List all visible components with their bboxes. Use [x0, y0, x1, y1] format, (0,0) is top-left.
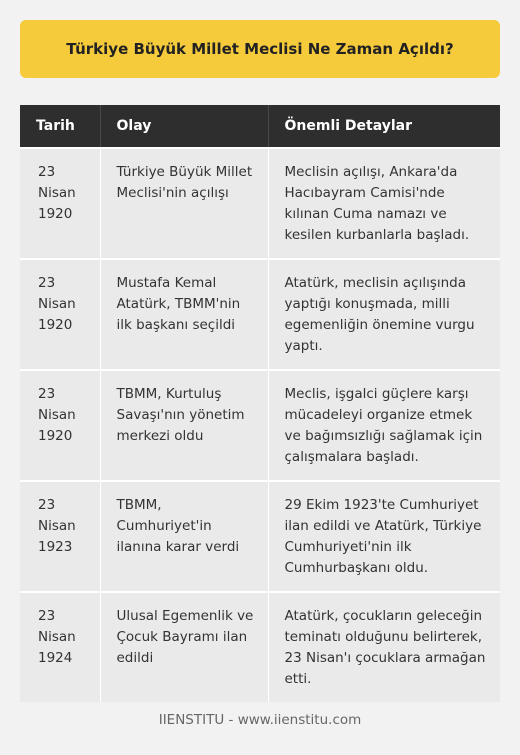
date-day: 23 — [38, 164, 56, 180]
date-cell — [20, 148, 100, 259]
title-banner — [20, 20, 500, 78]
date-cell — [20, 370, 100, 481]
details-cell: Meclis, işgalci güçlere karşı mücadeleyi organize etmek ve bağımsızlığı sağlamak için çalışmalara başladı. — [268, 370, 500, 481]
events-table — [20, 105, 500, 702]
table-row — [20, 259, 500, 370]
date-month: Nisan — [38, 518, 76, 534]
table-row — [20, 370, 500, 481]
date-day: 23 — [38, 608, 56, 624]
date-day: 23 — [38, 275, 56, 291]
table-row — [20, 481, 500, 592]
date-year: 1920 — [38, 206, 73, 222]
date-year: 1920 — [38, 317, 73, 333]
date-cell — [20, 481, 100, 592]
date-cell — [20, 592, 100, 702]
date-cell — [20, 259, 100, 370]
page-title: Türkiye Büyük Millet Meclisi Ne Zaman Açıldı? — [66, 40, 454, 58]
event-cell: Ulusal Egemenlik ve Çocuk Bayramı ilan edildi — [100, 592, 268, 702]
date-day: 23 — [38, 386, 56, 402]
event-cell: Mustafa Kemal Atatürk, TBMM'nin ilk başkanı seçildi — [100, 259, 268, 370]
details-cell: Atatürk, çocukların geleceğin teminatı olduğunu belirterek, 23 Nisan'ı çocuklara armağan etti. — [268, 592, 500, 702]
date-day: 23 — [38, 497, 56, 513]
date-year: 1923 — [38, 539, 73, 555]
event-cell: TBMM, Kurtuluş Savaşı'nın yönetim merkezi oldu — [100, 370, 268, 481]
event-cell: TBMM, Cumhuriyet'in ilanına karar verdi — [100, 481, 268, 592]
date-year: 1924 — [38, 650, 73, 666]
date-month: Nisan — [38, 185, 76, 201]
date-month: Nisan — [38, 296, 76, 312]
event-cell: Türkiye Büyük Millet Meclisi'nin açılışı — [100, 148, 268, 259]
date-month: Nisan — [38, 629, 76, 645]
footer-credit: IIENSTITU - www.iienstitu.com — [158, 712, 362, 728]
table-row — [20, 592, 500, 702]
table-row — [20, 148, 500, 259]
header-event: Olay — [100, 105, 268, 148]
header-details: Önemli Detaylar — [268, 105, 500, 148]
details-cell: Atatürk, meclisin açılışında yaptığı konuşmada, milli egemenliğin önemine vurgu yaptı. — [268, 259, 500, 370]
details-cell: Meclisin açılışı, Ankara'da Hacıbayram Camisi'nde kılınan Cuma namazı ve kesilen kurbanlarla başladı. — [268, 148, 500, 259]
date-month: Nisan — [38, 407, 76, 423]
date-year: 1920 — [38, 428, 73, 444]
details-cell: 29 Ekim 1923'te Cumhuriyet ilan edildi ve Atatürk, Türkiye Cumhuriyeti'nin ilk Cumhurbaşkanı oldu. — [268, 481, 500, 592]
header-date: Tarih — [20, 105, 100, 148]
table-header-row — [20, 105, 500, 148]
